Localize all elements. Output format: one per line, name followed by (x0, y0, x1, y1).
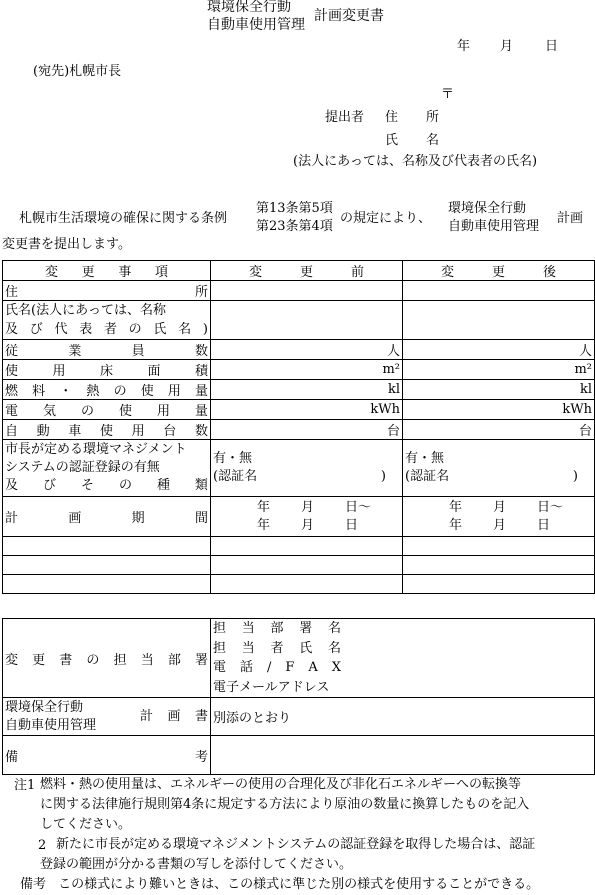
remark-marker: 備考 (20, 877, 47, 892)
note-2-line: 新たに市長が定める環境マネジメントシステムの認証登録を取得した場合は、認証 (56, 837, 536, 852)
row-period (3, 497, 595, 537)
statement-line-2: 変更書を提出します。 (2, 237, 131, 252)
addressee: (宛先)札幌市長 (33, 64, 122, 79)
label-fuel: 燃 料 ・ 熱 の 使 用 量 (3, 380, 211, 400)
row-plan (3, 698, 595, 736)
label-name: 氏名(法人にあっては、名称 及 び 代 表 者 の 氏 名 ) (3, 301, 211, 340)
note-1-line: に関する法律施行規則第4条に規定する方法により原油の数量に換算したものを記入 (40, 797, 530, 812)
submitter-label: 提出者 (325, 110, 365, 125)
after-period[interactable]: 年 月 日〜 年 月 日 (403, 497, 595, 537)
date-month: 月 (500, 39, 514, 54)
after-floor[interactable]: m² (403, 360, 595, 380)
after-address[interactable] (403, 281, 595, 301)
label-period: 計 画 期 間 (3, 497, 211, 537)
before-address[interactable] (211, 281, 403, 301)
after-vehicles[interactable]: 台 (403, 420, 595, 440)
submitter-corp-note: (法人にあっては、名称及び代表者の氏名) (293, 154, 538, 169)
row-remarks (3, 736, 595, 775)
statement-articles (256, 200, 333, 236)
blank-row (3, 556, 595, 575)
row-address (3, 281, 595, 301)
after-name[interactable] (403, 301, 595, 340)
remark-note (0, 875, 595, 895)
row-employees (3, 340, 595, 360)
label-remarks: 備 考 (3, 736, 211, 775)
postal-mark: 〒 (441, 87, 455, 102)
label-ems: 市長が定める環境マネジメント システムの認証登録の有無 及 び そ の 種 類 (3, 440, 211, 497)
submitter-name-label: 氏 名 (385, 133, 439, 148)
title-stack (207, 0, 305, 34)
label-address: 住 所 (3, 281, 211, 301)
title-line-2: 自動車使用管理 (207, 17, 305, 33)
row-fuel (3, 380, 595, 400)
table-header-row (3, 261, 595, 281)
note-2-line: 登録の範囲が分かる書類の写しを添付してください。 (40, 857, 353, 872)
note-2-marker: 2 (38, 838, 47, 853)
label-electric: 電 気 の 使 用 量 (3, 400, 211, 420)
note-1-marker: 注1 (14, 778, 36, 793)
plan-name-2: 自動車使用管理 (448, 219, 540, 234)
row-vehicles (3, 420, 595, 440)
remarks-value[interactable] (211, 736, 595, 775)
label-employees: 従 業 員 数 (3, 340, 211, 360)
label-floor: 使 用 床 面 積 (3, 360, 211, 380)
contact-values[interactable]: 担 当 部 署 名 担 当 者 氏 名 電 話 / F A X 電子メールアドレス (211, 619, 595, 698)
contact-table (2, 618, 595, 775)
label-contact: 変 更 書 の 担 当 部 署 (3, 619, 211, 698)
row-ems (3, 440, 595, 497)
before-floor[interactable]: m² (211, 360, 403, 380)
blank-row (3, 537, 595, 556)
before-ems[interactable]: 有・無 (認証名 ) (211, 440, 403, 497)
before-employees[interactable]: 人 (211, 340, 403, 360)
plan-name-1: 環境保全行動 (448, 201, 527, 216)
note-1-line: してください。 (40, 817, 132, 832)
statement-suffix: 計画 (557, 211, 584, 226)
before-vehicles[interactable]: 台 (211, 420, 403, 440)
before-electric[interactable]: kWh (211, 400, 403, 420)
after-employees[interactable]: 人 (403, 340, 595, 360)
title-suffix: 計画変更書 (314, 8, 384, 24)
header-after: 変 更 後 (403, 261, 595, 281)
submitter-address-label: 住 所 (385, 110, 439, 125)
after-electric[interactable]: kWh (403, 400, 595, 420)
notes (0, 775, 595, 895)
before-name[interactable] (211, 301, 403, 340)
before-period[interactable]: 年 月 日〜 年 月 日 (211, 497, 403, 537)
before-fuel[interactable]: kl (211, 380, 403, 400)
remark-text: この様式により難いときは、この様式に準じた別の様式を使用することができる。 (58, 877, 540, 892)
after-fuel[interactable]: kl (403, 380, 595, 400)
row-contact (3, 619, 595, 698)
change-table (2, 260, 595, 594)
date-year: 年 (457, 39, 471, 54)
row-electric (3, 400, 595, 420)
header-item: 変 更 事 項 (3, 261, 211, 281)
label-plan: 環境保全行動 自動車使用管理 計 画 書 (3, 698, 211, 736)
label-vehicles: 自 動 車 使 用 台 数 (3, 420, 211, 440)
statement-plans (448, 200, 546, 236)
date-day: 日 (545, 39, 559, 54)
article-2: 第23条第4項 (256, 219, 333, 234)
note-1-line: 燃料・熱の使用量は、エネルギーの使用の合理化及び非化石エネルギーへの転換等 (40, 777, 522, 792)
plan-value: 別添のとおり (211, 698, 595, 736)
blank-row (3, 575, 595, 594)
row-name (3, 301, 595, 340)
statement-middle: の規定により、 (340, 211, 432, 226)
row-floor (3, 360, 595, 380)
article-1: 第13条第5項 (256, 201, 333, 216)
statement-prefix: 札幌市生活環境の確保に関する条例 (19, 211, 228, 226)
header-before: 変 更 前 (211, 261, 403, 281)
after-ems[interactable]: 有・無 (認証名 ) (403, 440, 595, 497)
title-line-1: 環境保全行動 (207, 0, 291, 15)
